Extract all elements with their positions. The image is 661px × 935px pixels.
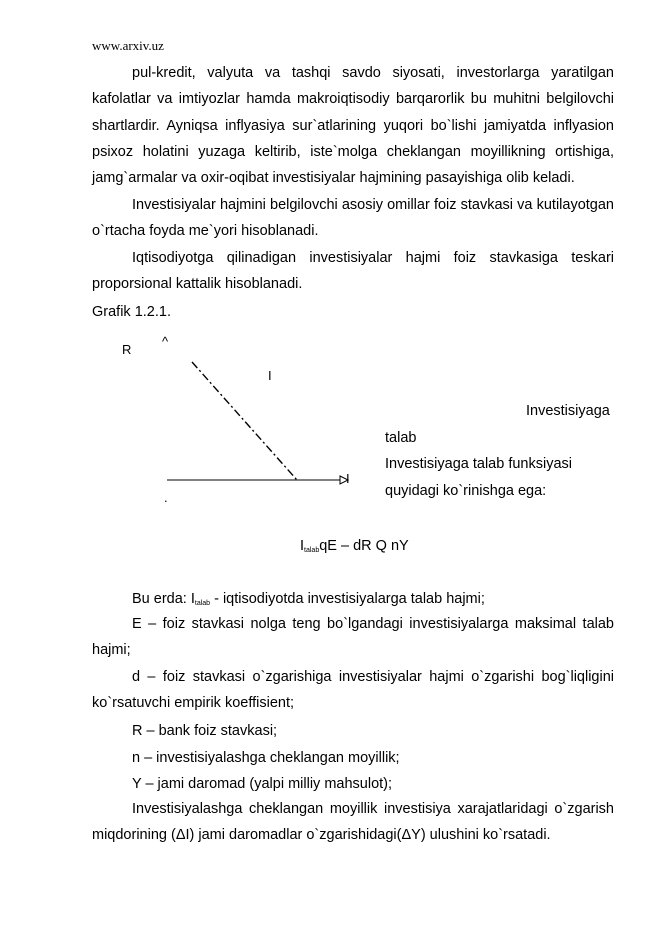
definition-1 [132,591,485,607]
paragraph-1: pul-kredit, valyuta va tashqi savdo siyosati, investorlarga yaratilgan kafolatlar va imtiyozlar hamda makroiqtisodiy barqarorlik bu muhitni belgilovchi shartlardir. Ayniqsa inflyasiya sur`atlarining yuqori bo`lishi jamiyatda inflyasion psixoz holatini yuzaga keltirib, iste`molga cheklangan moyillikning ortishiga, jamg`armalar va oxir-oqibat investisiyalar hajmining pasayishiga olib keladi. [92,65,614,187]
curve-label: I [268,368,272,383]
formula-lhs: I [300,538,305,554]
demand-curve [192,362,297,480]
formula-rhs: qE – dR Q nY [319,538,409,554]
definition-4: R – bank foiz stavkasi; [132,723,278,739]
side-text-4: quyidagi ko`rinishga ega: [385,483,547,499]
paragraph-2: Investisiyalar hajmini belgilovchi asosiy omillar foiz stavkasi va kutilayotgan o`rtacha foyda me`yori hisoblanadi. [92,197,614,240]
side-text-3: Investisiyaga talab funksiyasi [385,456,572,472]
definition-7: Investisiyalashga cheklangan moyillik investisiya xarajatlaridagi o`zgarish miqdorining (ΔI) jami daromadlar o`zgarishidagi(ΔY) ulushini ko`rsatadi. [92,801,614,843]
x-axis-label: I [346,471,350,486]
definition-6: Y – jami daromad (yalpi milliy mahsulot); [132,776,393,792]
figure-label: Grafik 1.2.1. [92,304,171,320]
definition-1-subscript: talab [194,600,211,607]
demand-formula [300,538,409,554]
side-text-2: talab [385,430,417,446]
site-url: www.arxiv.uz [92,38,164,53]
y-axis-label: R [122,342,132,357]
formula-subscript: talab [304,547,320,554]
definition-5: n – investisiyalashga cheklangan moyillik; [132,750,400,766]
definition-2: E – foiz stavkasi nolga teng bo`lgandagi investisiyalarga maksimal talab hajmi; [92,616,614,658]
side-text-1: Investisiyaga [526,403,610,419]
y-axis-arrow: ^ [162,334,169,349]
definition-1-post: - iqtisodiyotda investisiyalarga talab hajmi; [210,591,485,607]
definition-1-pre: Bu erda: I [132,591,195,607]
origin-mark: . [164,490,168,505]
definition-3: d – foiz stavkasi o`zgarishiga investisiyalar hajmi o`zgarishi bog`liqligini ko`rsatuvchi empirik koeffisient; [92,669,614,711]
paragraph-3: Iqtisodiyotga qilinadigan investisiyalar hajmi foiz stavkasiga teskari proporsional kattalik hisoblanadi. [92,250,614,293]
